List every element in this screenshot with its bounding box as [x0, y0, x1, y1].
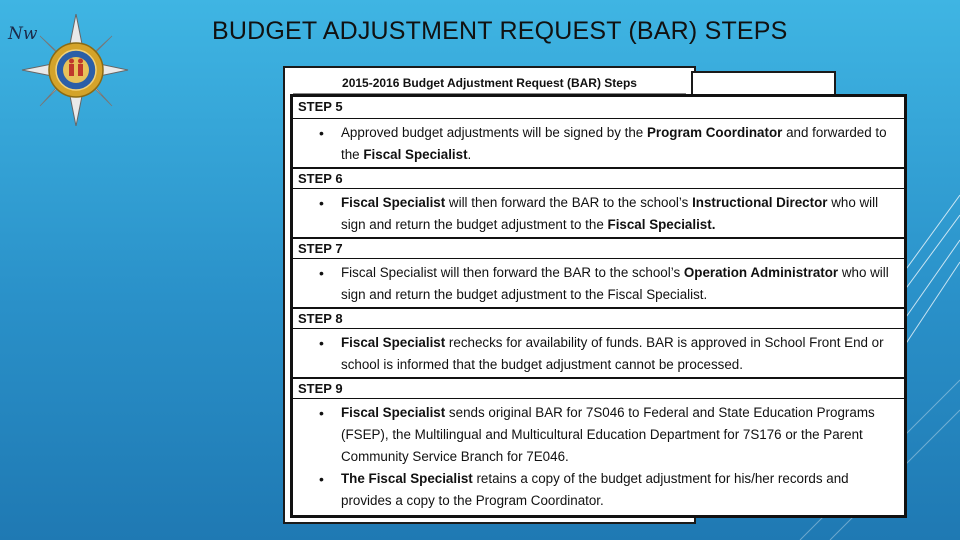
step-body — [293, 259, 904, 307]
text: . — [467, 147, 472, 162]
bullet-dot-icon: • — [319, 265, 324, 281]
text: Fiscal Specialist will then forward the BAR to the school’s — [341, 265, 684, 280]
bold-text: Fiscal Specialist — [363, 147, 468, 162]
text: rechecks for availability of funds. BAR is approved in School Front End or school is informed that the budget adjustment cannot be processed. — [341, 335, 884, 372]
bold-text: Fiscal Specialist — [341, 195, 446, 210]
document-back-title: 2015-2016 Budget Adjustment Request (BAR) Steps — [342, 76, 637, 90]
step-header: STEP 7 — [293, 237, 904, 259]
step-body — [293, 399, 904, 513]
step-body — [293, 119, 904, 167]
bold-text: Program Coordinator — [646, 125, 783, 140]
bullet-dot-icon: • — [319, 125, 324, 141]
bullet-dot-icon: • — [319, 195, 324, 211]
step-header: STEP 6 — [293, 167, 904, 189]
bullet-dot-icon: • — [319, 335, 324, 351]
step-header: STEP 9 — [293, 377, 904, 399]
bullet-dot-icon: • — [319, 471, 324, 487]
logo-monogram: Nw — [8, 24, 38, 44]
bold-text: The Fiscal Specialist — [341, 471, 473, 486]
document-front-page — [290, 94, 907, 518]
bold-text: Fiscal Specialist — [341, 405, 446, 420]
text: who will sign and return the budget adjustment to the Fiscal Specialist. — [341, 265, 889, 302]
bullet-item — [293, 262, 904, 306]
bullet-item — [293, 402, 904, 468]
text: Approved budget adjustments will be signed by the — [341, 125, 647, 140]
text: who will sign and return the budget adjustment to the — [341, 195, 879, 232]
bold-text: Fiscal Specialist — [341, 335, 446, 350]
bullet-item — [293, 332, 904, 376]
step-body — [293, 189, 904, 237]
step-header: STEP 5 — [293, 97, 904, 119]
bullet-dot-icon: • — [319, 405, 324, 421]
text: sends original BAR for 7S046 to Federal and State Education Programs (FSEP), the Multilingual and Multicultural Education Department for 7S176 or the Parent Community Service Branch for 7E046. — [341, 405, 875, 464]
bold-text: Fiscal Specialist. — [607, 217, 716, 232]
bullet-item — [293, 122, 904, 166]
bold-text: Operation Administrator — [683, 265, 839, 280]
bullet-item — [293, 468, 904, 512]
step-body — [293, 329, 904, 377]
step-header: STEP 8 — [293, 307, 904, 329]
text: and forwarded to the — [341, 125, 887, 162]
text: retains a copy of the budget adjustment for his/her records and provides a copy to the Program Coordinator. — [341, 471, 849, 508]
text: will then forward the BAR to the school’s — [445, 195, 693, 210]
bullet-item — [293, 192, 904, 236]
bold-text: Instructional Director — [692, 195, 828, 210]
slide-title: BUDGET ADJUSTMENT REQUEST (BAR) STEPS — [212, 17, 788, 45]
